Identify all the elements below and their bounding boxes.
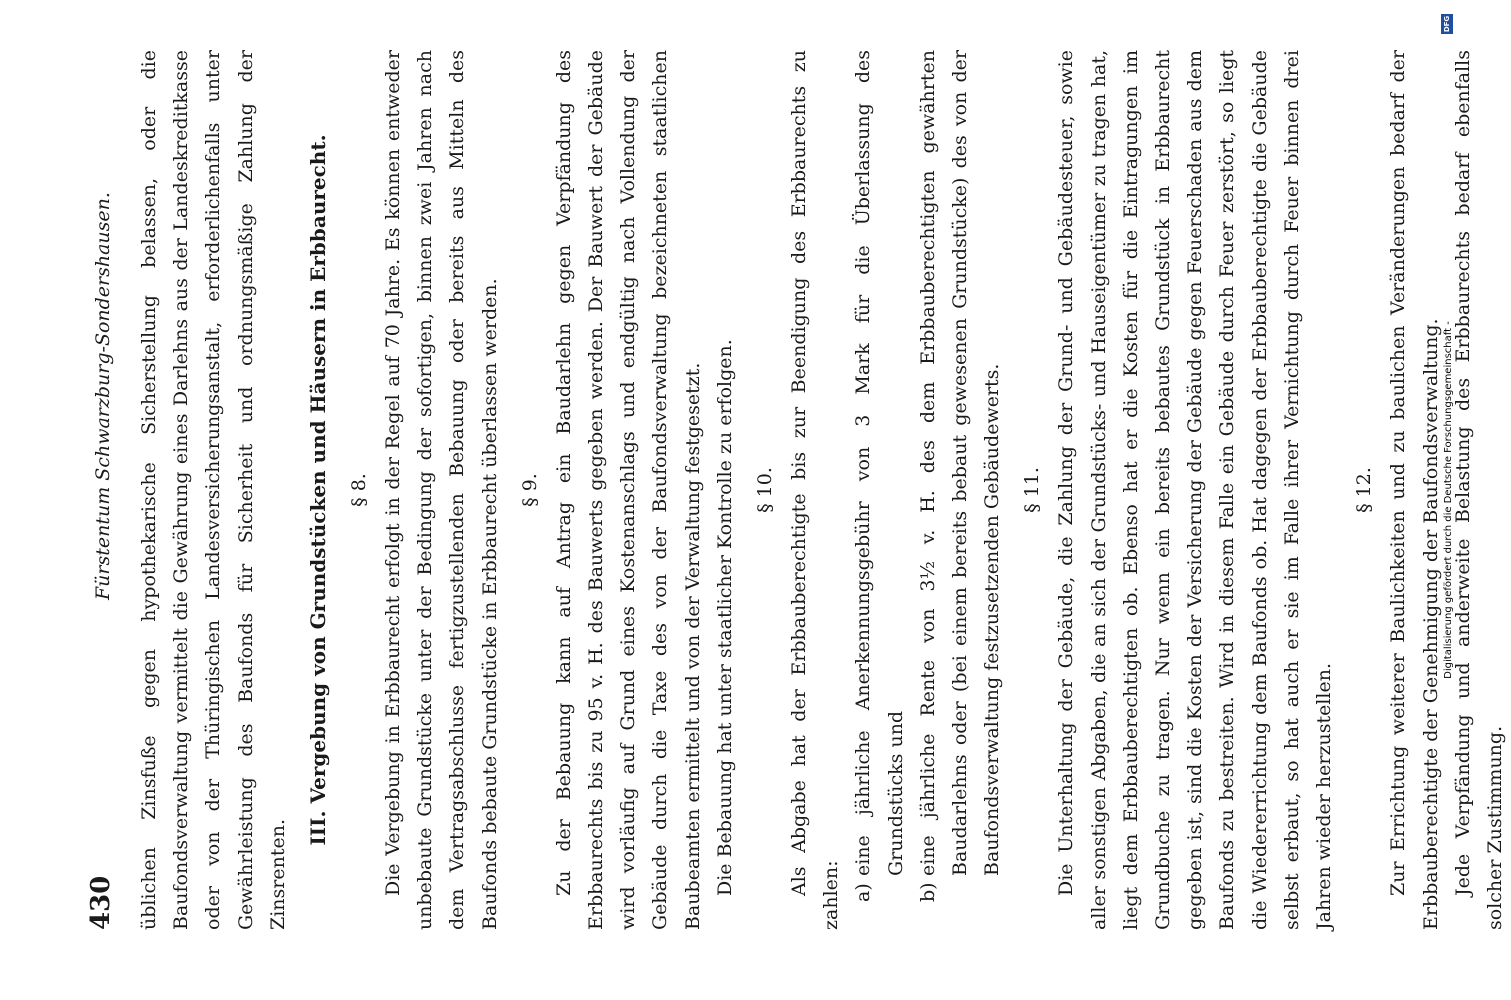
- dfg-logo: [1441, 14, 1453, 34]
- digitization-credit: [1443, 321, 1454, 679]
- page-number: 430: [86, 875, 116, 930]
- section-10-item-b: [912, 50, 1009, 902]
- section-11-text: Die Unterhaltung der Gebäude, die Zahlung der Grund- und Gebäudesteuer, sowie aller sonstigen Abgaben, die an sich der Grundstücks- und Hauseigentümer zu tragen hat, liegt dem Erbbauberechtigten ob. Ebenso hat er die Kosten für die Eintragungen im Grundbuche zu tragen. Nur wenn ein bereits bebautes Grundstück in Erbbaurecht gegeben ist, sind die Kosten der Versicherung der Gebäude gegen Feuerschaden aus dem Baufonds zu bestreiten. Wird in diesem Falle ein Gebäude durch Feuer zerstört, so liegt die Wiedererrichtung dem Baufonds ob. Hat dagegen der Erbbauberechtigte die Gebäude selbst erbaut, so hat auch er sie im Falle ihrer Vernichtung durch Feuer binnen drei Jahren wieder herzustellen.: [1055, 50, 1336, 930]
- section-11-title: § 11.: [1021, 467, 1044, 513]
- item-text: eine jährliche Anerkennungsgebühr von 3 Mark für die Überlassung des Grundstücks und: [852, 50, 907, 876]
- section-10-title: § 10.: [754, 467, 777, 513]
- section-12-text-2: Jede Verpfändung und anderweite Belastung des Erbbaurechts bedarf ebenfalls solcher Zustimmung.: [1451, 50, 1506, 930]
- credit-text: Digitalisierung gefördert durch die Deutsche Forschungsgemeinschaft -: [1443, 321, 1454, 679]
- running-title: Fürstentum Schwarzburg-Sondershausen.: [92, 192, 114, 600]
- item-marker: b): [916, 882, 939, 902]
- chapter-heading: III. Vergebung von Grundstücken und Häusern in Erbbaurecht.: [306, 134, 331, 846]
- intro-paragraph: üblichen Zinsfuße gegen hypothekarische Sicherstellung belassen, oder die Baufondsverwaltung vermittelt die Gewährung eines Darlehns aus der Landeskreditkasse oder von der Thüringischen Landesversicherungsanstalt, erforderlichenfalls unter Gewährleistung des Baufonds für Sicherheit und ordnungsmäßige Zahlung der Zinsrenten.: [138, 50, 289, 930]
- section-8-title: § 8.: [348, 473, 371, 507]
- section-9-title: § 9.: [518, 473, 541, 507]
- running-header: [85, 50, 121, 930]
- logo-text: DFG: [1443, 15, 1451, 33]
- section-10-text: Als Abgabe hat der Erbbauberechtigte bis zur Beendigung des Erbbaurechts zu zahlen:: [788, 50, 843, 930]
- section-8-text: Die Vergebung in Erbbaurecht erfolgt in der Regel auf 70 Jahre. Es können entweder unbebaute Grundstücke unter der Bedingung der sofortigen, binnen zwei Jahren nach dem Vertragsabschlusse fertigzustellenden Bebauung oder bereits aus Mitteln des Baufonds bebaute Grundstücke in Erbbaurecht überlassen werden.: [382, 50, 501, 930]
- item-text: eine jährliche Rente von 3½ v. H. des dem Erbbauberechtigten gewährten Baudarlehns oder (bei einem bereits bebaut gewesenen Grundstücke) des von der Baufondsverwaltung festzusetzenden Gebäudewerts.: [916, 50, 1004, 876]
- section-12-text-1: Zur Errichtung weiterer Baulichkeiten und zu baulichen Veränderungen bedarf der Erbbauberechtigte der Genehmigung der Baufondsverwaltung.: [1387, 50, 1442, 930]
- section-9-text-2: Die Bebauung hat unter staatlicher Kontrolle zu erfolgen.: [713, 339, 736, 896]
- section-10-item-a: [847, 50, 911, 902]
- section-9-text-1: Zu der Bebauung kann auf Antrag ein Baudarlehn gegen Verpfändung des Erbbaurechts bis zu 95 v. H. des Bauwerts gegeben werden. Der Bauwert der Gebäude wird vorläufig auf Grund eines Kostenanschlags und endgültig nach Vollendung der Gebäude durch die Taxe des von der Baufondsverwaltung bezeichneten staatlichen Baubeamten ermittelt und von der Verwaltung festgesetzt.: [552, 50, 704, 930]
- item-marker: a): [852, 883, 875, 902]
- section-12-title: § 12.: [1353, 467, 1376, 513]
